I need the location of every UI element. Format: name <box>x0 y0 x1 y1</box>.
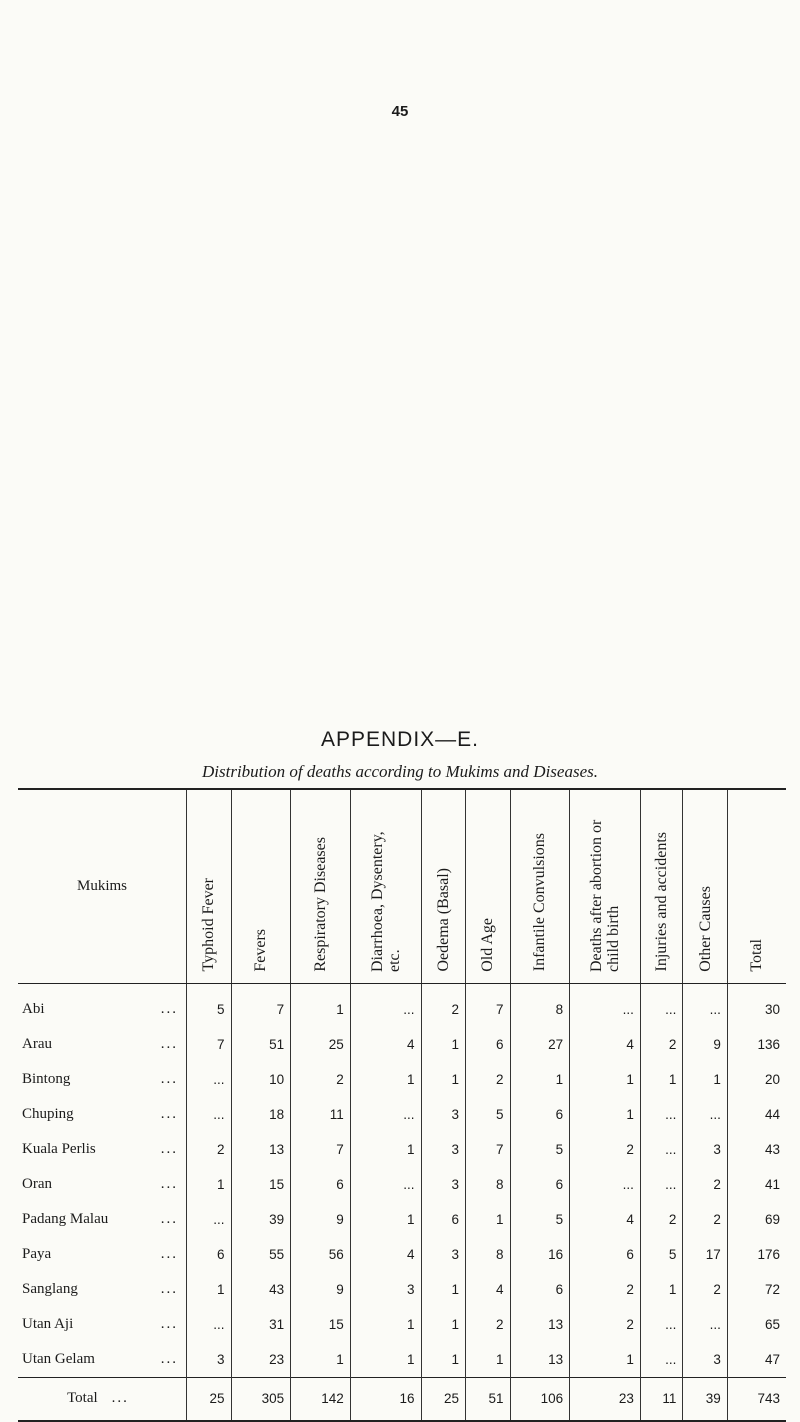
value-cell: 2 <box>421 983 466 1027</box>
mukim-name: Padang Malau <box>22 1210 109 1227</box>
mukim-name-cell <box>18 1132 187 1167</box>
value-cell: 51 <box>466 1377 511 1421</box>
value-cell: 18 <box>231 1097 291 1132</box>
value-cell: ... <box>640 1097 682 1132</box>
value-cell: ... <box>350 1097 421 1132</box>
value-cell: 7 <box>466 983 511 1027</box>
value-cell: 1 <box>421 1342 466 1378</box>
value-cell: 27 <box>510 1027 570 1062</box>
value-cell: ... <box>640 1342 682 1378</box>
column-header-fevers: Fevers <box>231 789 291 983</box>
mukim-name-cell <box>18 1027 187 1062</box>
value-cell: 17 <box>683 1237 728 1272</box>
value-cell: ... <box>187 1062 232 1097</box>
value-cell: 2 <box>683 1167 728 1202</box>
value-cell: 305 <box>231 1377 291 1421</box>
value-cell: 2 <box>683 1202 728 1237</box>
value-cell: 1 <box>350 1342 421 1378</box>
leader-dots: ... <box>160 1035 178 1052</box>
value-cell: 20 <box>727 1062 786 1097</box>
value-cell: 2 <box>187 1132 232 1167</box>
mukim-name: Paya <box>22 1245 52 1262</box>
value-cell: 9 <box>291 1272 351 1307</box>
value-cell: ... <box>187 1097 232 1132</box>
value-cell: 1 <box>350 1202 421 1237</box>
value-cell: 6 <box>466 1027 511 1062</box>
leader-dots: ... <box>160 1175 178 1192</box>
value-cell: ... <box>570 983 641 1027</box>
value-cell: 72 <box>727 1272 786 1307</box>
leader-dots: ... <box>160 1105 178 1122</box>
value-cell: 30 <box>727 983 786 1027</box>
table-header-row <box>18 789 786 983</box>
value-cell: 10 <box>231 1062 291 1097</box>
value-cell: 3 <box>421 1167 466 1202</box>
value-cell: 1 <box>421 1307 466 1342</box>
value-cell: 51 <box>231 1027 291 1062</box>
value-cell: 3 <box>421 1132 466 1167</box>
mukim-name-cell <box>18 1307 187 1342</box>
value-cell: 9 <box>683 1027 728 1062</box>
value-cell: 7 <box>466 1132 511 1167</box>
value-cell: 3 <box>683 1342 728 1378</box>
value-cell: 5 <box>640 1237 682 1272</box>
value-cell: 1 <box>291 1342 351 1378</box>
value-cell: ... <box>640 1167 682 1202</box>
table-row <box>18 1307 786 1342</box>
value-cell: 3 <box>421 1097 466 1132</box>
column-header-diarrhoea-dysentery: Diarrhoea, Dysentery, etc. <box>350 789 421 983</box>
value-cell: 1 <box>350 1132 421 1167</box>
value-cell: 15 <box>231 1167 291 1202</box>
value-cell: 176 <box>727 1237 786 1272</box>
table-subtitle: Distribution of deaths according to Mukims and Diseases. <box>201 762 598 781</box>
value-cell: 1 <box>421 1027 466 1062</box>
value-cell: ... <box>350 983 421 1027</box>
value-cell: 39 <box>683 1377 728 1421</box>
value-cell: 1 <box>350 1062 421 1097</box>
column-header-typhoid-fever: Typhoid Fever <box>187 789 232 983</box>
column-header-oedema-basal: Oedema (Basal) <box>421 789 466 983</box>
mukim-name-cell <box>18 1097 187 1132</box>
table-row <box>18 1342 786 1378</box>
value-cell: 136 <box>727 1027 786 1062</box>
value-cell: ... <box>640 1132 682 1167</box>
mukim-name-cell <box>18 1342 187 1378</box>
value-cell: 25 <box>187 1377 232 1421</box>
deaths-distribution-table <box>18 788 786 1422</box>
value-cell: 8 <box>466 1167 511 1202</box>
value-cell: 1 <box>291 983 351 1027</box>
value-cell: 44 <box>727 1097 786 1132</box>
value-cell: ... <box>683 1097 728 1132</box>
value-cell: ... <box>570 1167 641 1202</box>
value-cell: 13 <box>510 1307 570 1342</box>
value-cell: 4 <box>466 1272 511 1307</box>
value-cell: 1 <box>187 1272 232 1307</box>
value-cell: 13 <box>231 1132 291 1167</box>
value-cell: 11 <box>291 1097 351 1132</box>
mukim-name-cell <box>18 1167 187 1202</box>
mukim-name-cell <box>18 1237 187 1272</box>
total-row-label <box>18 1377 187 1421</box>
value-cell: 8 <box>510 983 570 1027</box>
mukim-name: Oran <box>22 1175 52 1192</box>
value-cell: 11 <box>640 1377 682 1421</box>
value-cell: 1 <box>187 1167 232 1202</box>
value-cell: 6 <box>510 1097 570 1132</box>
value-cell: ... <box>187 1307 232 1342</box>
mukim-name: Bintong <box>22 1070 71 1087</box>
value-cell: 16 <box>350 1377 421 1421</box>
value-cell: 5 <box>466 1097 511 1132</box>
value-cell: 23 <box>231 1342 291 1378</box>
column-header-total: Total <box>727 789 786 983</box>
value-cell: 3 <box>350 1272 421 1307</box>
value-cell: 1 <box>640 1272 682 1307</box>
value-cell: 16 <box>510 1237 570 1272</box>
value-cell: 13 <box>510 1342 570 1378</box>
value-cell: 3 <box>683 1132 728 1167</box>
value-cell: 25 <box>291 1027 351 1062</box>
value-cell: 4 <box>350 1027 421 1062</box>
mukim-name: Utan Aji <box>22 1315 74 1332</box>
value-cell: 1 <box>421 1272 466 1307</box>
value-cell: 2 <box>291 1062 351 1097</box>
appendix-title: APPENDIX—E. <box>320 728 480 751</box>
mukim-name: Kuala Perlis <box>22 1140 96 1157</box>
value-cell: 43 <box>231 1272 291 1307</box>
value-cell: 7 <box>291 1132 351 1167</box>
page-number: 45 <box>391 103 409 120</box>
value-cell: 8 <box>466 1237 511 1272</box>
leader-dots: ... <box>160 1000 178 1017</box>
leader-dots: ... <box>160 1140 178 1157</box>
value-cell: 7 <box>231 983 291 1027</box>
column-header-injuries-accidents: Injuries and accidents <box>640 789 682 983</box>
value-cell: 69 <box>727 1202 786 1237</box>
mukim-name-cell <box>18 1272 187 1307</box>
value-cell: 15 <box>291 1307 351 1342</box>
value-cell: 25 <box>421 1377 466 1421</box>
value-cell: 65 <box>727 1307 786 1342</box>
value-cell: 1 <box>570 1342 641 1378</box>
mukim-name-cell <box>18 1202 187 1237</box>
value-cell: 1 <box>466 1342 511 1378</box>
value-cell: 47 <box>727 1342 786 1378</box>
value-cell: 1 <box>570 1062 641 1097</box>
value-cell: 4 <box>350 1237 421 1272</box>
value-cell: ... <box>683 983 728 1027</box>
leader-dots: ... <box>111 1390 129 1406</box>
value-cell: ... <box>640 1307 682 1342</box>
mukim-name: Abi <box>22 1000 45 1017</box>
value-cell: 1 <box>640 1062 682 1097</box>
mukims-header-label: Mukims <box>76 877 127 894</box>
value-cell: 6 <box>510 1272 570 1307</box>
table-row <box>18 1202 786 1237</box>
value-cell: ... <box>187 1202 232 1237</box>
value-cell: 5 <box>187 983 232 1027</box>
leader-dots: ... <box>160 1245 178 1262</box>
table-row <box>18 1027 786 1062</box>
value-cell: 2 <box>640 1027 682 1062</box>
mukim-name: Sanglang <box>22 1280 78 1297</box>
leader-dots: ... <box>160 1280 178 1297</box>
value-cell: 4 <box>570 1027 641 1062</box>
value-cell: ... <box>640 983 682 1027</box>
column-header-old-age: Old Age <box>466 789 511 983</box>
value-cell: 56 <box>291 1237 351 1272</box>
value-cell: 1 <box>350 1307 421 1342</box>
value-cell: 31 <box>231 1307 291 1342</box>
table-row <box>18 1132 786 1167</box>
value-cell: 7 <box>187 1027 232 1062</box>
value-cell: 6 <box>187 1237 232 1272</box>
mukim-name-cell <box>18 1062 187 1097</box>
value-cell: 1 <box>570 1097 641 1132</box>
mukim-name: Utan Gelam <box>22 1350 95 1367</box>
value-cell: 43 <box>727 1132 786 1167</box>
value-cell: 4 <box>570 1202 641 1237</box>
column-header-mukims <box>18 789 187 983</box>
value-cell: 3 <box>421 1237 466 1272</box>
value-cell: 2 <box>466 1307 511 1342</box>
column-header-infantile-convulsions: Infantile Convulsions <box>510 789 570 983</box>
value-cell: 1 <box>466 1202 511 1237</box>
value-cell: 2 <box>640 1202 682 1237</box>
value-cell: 3 <box>187 1342 232 1378</box>
value-cell: 6 <box>570 1237 641 1272</box>
column-header-respiratory-diseases: Respiratory Diseases <box>291 789 351 983</box>
leader-dots: ... <box>160 1210 178 1227</box>
value-cell: 2 <box>683 1272 728 1307</box>
total-row <box>18 1377 786 1421</box>
table-row <box>18 1272 786 1307</box>
value-cell: 743 <box>727 1377 786 1421</box>
value-cell: ... <box>683 1307 728 1342</box>
value-cell: 55 <box>231 1237 291 1272</box>
value-cell: 2 <box>570 1132 641 1167</box>
leader-dots: ... <box>160 1315 178 1332</box>
leader-dots: ... <box>160 1070 178 1087</box>
mukim-name: Arau <box>22 1035 52 1052</box>
table-row <box>18 983 786 1027</box>
value-cell: 142 <box>291 1377 351 1421</box>
table-row <box>18 1097 786 1132</box>
table-row <box>18 1062 786 1097</box>
value-cell: 5 <box>510 1132 570 1167</box>
value-cell: 106 <box>510 1377 570 1421</box>
mukim-name: Total <box>67 1390 98 1406</box>
value-cell: 41 <box>727 1167 786 1202</box>
table-row <box>18 1167 786 1202</box>
table-row <box>18 1237 786 1272</box>
value-cell: 9 <box>291 1202 351 1237</box>
value-cell: ... <box>350 1167 421 1202</box>
column-header-other-causes: Other Causes <box>683 789 728 983</box>
value-cell: 2 <box>466 1062 511 1097</box>
value-cell: 6 <box>291 1167 351 1202</box>
leader-dots: ... <box>160 1350 178 1367</box>
column-header-deaths-after-abortion: Deaths after abortion or child birth <box>570 789 641 983</box>
value-cell: 1 <box>683 1062 728 1097</box>
mukim-name: Chuping <box>22 1105 74 1122</box>
value-cell: 2 <box>570 1307 641 1342</box>
value-cell: 23 <box>570 1377 641 1421</box>
value-cell: 1 <box>421 1062 466 1097</box>
table-body <box>18 983 786 1421</box>
value-cell: 6 <box>510 1167 570 1202</box>
value-cell: 5 <box>510 1202 570 1237</box>
value-cell: 39 <box>231 1202 291 1237</box>
value-cell: 2 <box>570 1272 641 1307</box>
value-cell: 6 <box>421 1202 466 1237</box>
value-cell: 1 <box>510 1062 570 1097</box>
mukim-name-cell <box>18 983 187 1027</box>
